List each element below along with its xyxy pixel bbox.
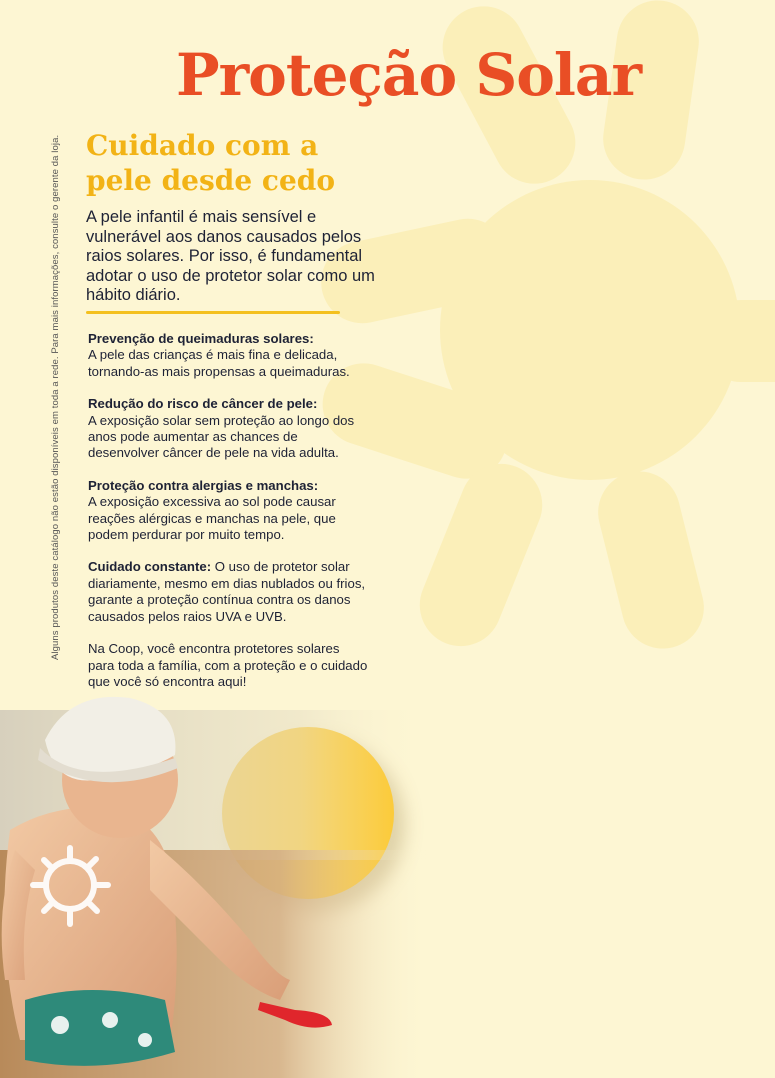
item-text: O uso de protetor solar diariamente, mesmo em dias nublados ou frios, garante a proteção contínua contra os danos causados pelos raios UVA e UVB.	[88, 559, 366, 624]
page-title: Proteção Solar	[176, 41, 642, 109]
item-text: A pele das crianças é mais fina e delicada, tornando-as mais propensas a queimaduras.	[88, 347, 350, 379]
list-item	[88, 331, 368, 380]
page-subtitle: Cuidado com a pele desde cedo	[86, 129, 336, 197]
item-heading: Prevenção de queimaduras solares:	[88, 331, 314, 346]
list-item	[88, 396, 368, 462]
divider	[86, 311, 340, 314]
item-heading: Redução do risco de câncer de pele:	[88, 396, 318, 412]
list-item	[88, 478, 368, 544]
list-item	[88, 559, 368, 625]
intro-paragraph: A pele infantil é mais sensível e vulnerável aos danos causados pelos raios solares. Por isso, é fundamental adotar o uso de protetor solar como um hábito diário.	[86, 208, 375, 304]
closing-paragraph: Na Coop, você encontra protetores solares para toda a família, com a proteção e o cuidado que você só encontra aqui!	[88, 641, 368, 689]
child-beach-photo	[0, 680, 430, 1078]
benefits-list	[88, 331, 368, 706]
item-heading: Proteção contra alergias e manchas:	[88, 477, 319, 493]
item-heading: Cuidado constante:	[88, 559, 212, 575]
item-text: A exposição excessiva ao sol pode causar reações alérgicas e manchas na pele, que podem perdurar por muito tempo.	[88, 494, 336, 543]
side-disclaimer: Alguns produtos deste catálogo não estão disponíveis em toda a rede. Para mais informações, consulte o gerente da loja.	[50, 134, 61, 660]
item-text: A exposição solar sem proteção ao longo dos anos pode aumentar as chances de desenvolver câncer de pele na vida adulta.	[88, 412, 355, 461]
